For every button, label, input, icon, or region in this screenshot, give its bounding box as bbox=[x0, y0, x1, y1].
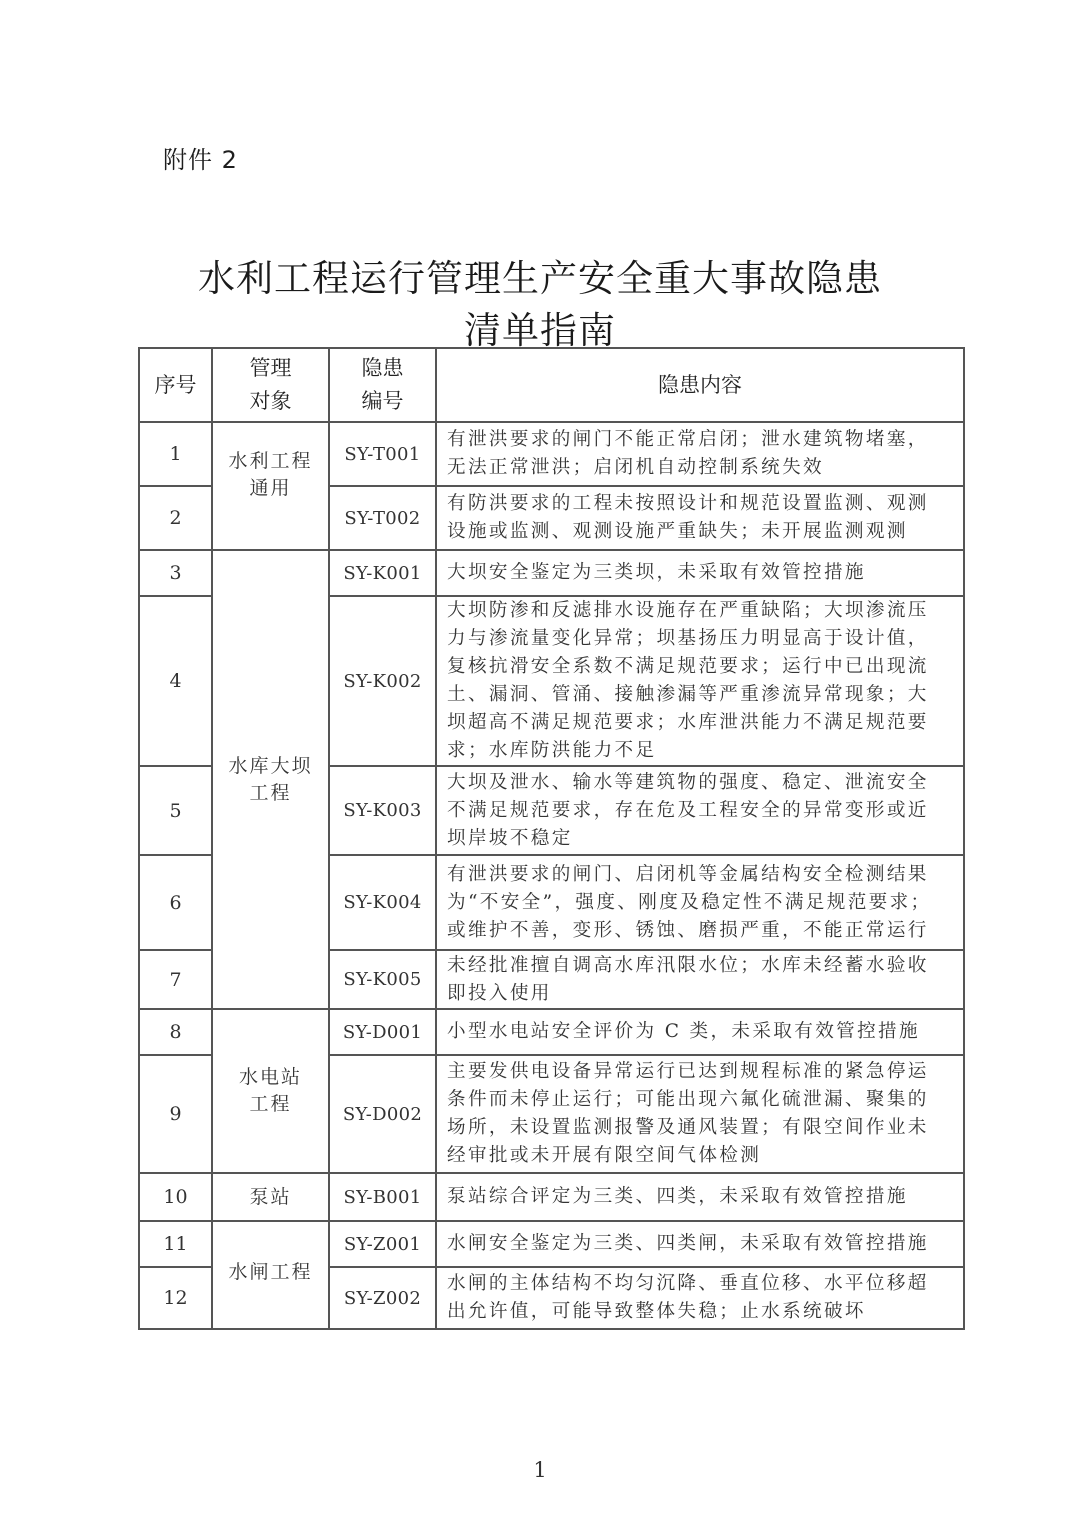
content-line: 水闸的主体结构不均匀沉降、垂直位移、水平位移超 bbox=[447, 1273, 929, 1294]
content-line: 条件而未停止运行；可能出现六氟化硫泄漏、聚集的 bbox=[447, 1089, 929, 1110]
row-seq: 1 bbox=[139, 422, 212, 486]
document-title-line1: 水利工程运行管理生产安全重大事故隐患 bbox=[198, 257, 882, 300]
header-object-line1: 管理 bbox=[249, 356, 292, 380]
row-seq: 11 bbox=[139, 1221, 212, 1267]
header-code-line1: 隐患 bbox=[361, 356, 404, 380]
content-line: 主要发供电设备异常运行已达到规程标准的紧急停运 bbox=[447, 1061, 929, 1082]
header-seq bbox=[139, 348, 212, 422]
row-code: SY-T001 bbox=[329, 422, 436, 486]
row-content bbox=[436, 550, 964, 596]
header-code bbox=[329, 348, 436, 422]
row-category bbox=[212, 1173, 329, 1221]
category-line1: 水电站 bbox=[238, 1066, 302, 1088]
row-category bbox=[212, 1221, 329, 1329]
content-line: 或维护不善，变形、锈蚀、磨损严重，不能正常运行 bbox=[447, 919, 929, 941]
hazard-list-table bbox=[138, 347, 965, 1330]
category-line2: 工程 bbox=[249, 1093, 292, 1115]
category-line1: 水利工程 bbox=[228, 450, 313, 472]
table-row bbox=[139, 422, 964, 486]
content-line: 复核抗滑安全系数不满足规范要求；运行中已出现流 bbox=[447, 656, 929, 677]
row-category bbox=[212, 422, 329, 550]
content-line: 力与渗流量变化异常；坝基扬压力明显高于设计值， bbox=[447, 628, 929, 649]
content-line: 设施或监测、观测设施严重缺失；未开展监测观测 bbox=[447, 521, 908, 542]
content-line: 即投入使用 bbox=[447, 982, 552, 1004]
table-header-row bbox=[139, 348, 964, 422]
content-line: 出允许值，可能导致整体失稳；止水系统破坏 bbox=[447, 1301, 866, 1322]
row-content bbox=[436, 1173, 964, 1221]
row-seq: 4 bbox=[139, 596, 212, 766]
row-code: SY-K001 bbox=[329, 550, 436, 596]
row-code: SY-K003 bbox=[329, 766, 436, 855]
category-line2: 通用 bbox=[249, 477, 292, 499]
content-line: 坝超高不满足规范要求；水库泄洪能力不满足规范要 bbox=[447, 712, 929, 733]
content-line: 大坝安全鉴定为三类坝，未采取有效管控措施 bbox=[447, 562, 866, 583]
content-line: 大坝及泄水、输水等建筑物的强度、稳定、泄流安全 bbox=[447, 771, 929, 793]
row-seq: 7 bbox=[139, 950, 212, 1009]
category-line1: 水库大坝 bbox=[228, 754, 313, 777]
table-row bbox=[139, 1173, 964, 1221]
row-content bbox=[436, 1267, 964, 1329]
content-line: 为“不安全”，强度、刚度及稳定性不满足规范要求； bbox=[447, 891, 932, 913]
content-line: 不满足规范要求，存在危及工程安全的异常变形或近 bbox=[447, 799, 929, 821]
category-line2: 工程 bbox=[249, 781, 292, 804]
row-seq: 3 bbox=[139, 550, 212, 596]
content-line: 有泄洪要求的闸门不能正常启闭；泄水建筑物堵塞， bbox=[447, 429, 929, 450]
row-content bbox=[436, 766, 964, 855]
row-category bbox=[212, 1009, 329, 1173]
table-row bbox=[139, 1221, 964, 1267]
row-code: SY-K004 bbox=[329, 855, 436, 950]
header-seq-label: 序号 bbox=[154, 372, 197, 397]
attachment-label: 附件 2 bbox=[163, 146, 238, 174]
row-content bbox=[436, 950, 964, 1009]
row-code: SY-D001 bbox=[329, 1009, 436, 1055]
content-line: 坝岸坡不稳定 bbox=[447, 827, 573, 849]
row-code: SY-T002 bbox=[329, 486, 436, 550]
content-line: 泵站综合评定为三类、四类，未采取有效管控措施 bbox=[447, 1186, 908, 1207]
row-content bbox=[436, 422, 964, 486]
row-content bbox=[436, 855, 964, 950]
content-line: 有泄洪要求的闸门、启闭机等金属结构安全检测结果 bbox=[447, 863, 929, 885]
document-title-line2: 清单指南 bbox=[464, 309, 616, 352]
row-content bbox=[436, 486, 964, 550]
content-line: 小型水电站安全评价为 C 类，未采取有效管控措施 bbox=[447, 1021, 920, 1042]
row-code: SY-Z002 bbox=[329, 1267, 436, 1329]
row-seq: 5 bbox=[139, 766, 212, 855]
content-line: 土、漏洞、管涌、接触渗漏等严重渗流异常现象；大 bbox=[447, 684, 929, 705]
header-code-line2: 编号 bbox=[361, 389, 404, 413]
header-object-line2: 对象 bbox=[249, 389, 292, 413]
table-row bbox=[139, 1009, 964, 1055]
row-category bbox=[212, 550, 329, 1009]
header-content bbox=[436, 348, 964, 422]
row-seq: 10 bbox=[139, 1173, 212, 1221]
row-code: SY-K005 bbox=[329, 950, 436, 1009]
row-content bbox=[436, 1009, 964, 1055]
content-line: 场所，未设置监测报警及通风装置；有限空间作业未 bbox=[447, 1117, 929, 1138]
row-content bbox=[436, 1221, 964, 1267]
content-line: 无法正常泄洪；启闭机自动控制系统失效 bbox=[447, 457, 824, 478]
category-line1: 泵站 bbox=[249, 1185, 292, 1208]
row-code: SY-B001 bbox=[329, 1173, 436, 1221]
header-object bbox=[212, 348, 329, 422]
row-seq: 9 bbox=[139, 1055, 212, 1173]
page-number: 1 bbox=[533, 1458, 547, 1482]
content-line: 水闸安全鉴定为三类、四类闸，未采取有效管控措施 bbox=[447, 1233, 929, 1254]
category-line1: 水闸工程 bbox=[228, 1260, 313, 1283]
row-seq: 12 bbox=[139, 1267, 212, 1329]
row-seq: 6 bbox=[139, 855, 212, 950]
row-content bbox=[436, 596, 964, 766]
row-code: SY-K002 bbox=[329, 596, 436, 766]
header-content-label: 隐患内容 bbox=[658, 372, 742, 397]
row-code: SY-D002 bbox=[329, 1055, 436, 1173]
row-content bbox=[436, 1055, 964, 1173]
table-row bbox=[139, 550, 964, 596]
content-line: 有防洪要求的工程未按照设计和规范设置监测、观测 bbox=[447, 493, 929, 514]
content-line: 未经批准擅自调高水库汛限水位；水库未经蓄水验收 bbox=[447, 954, 929, 976]
content-line: 大坝防渗和反滤排水设施存在严重缺陷；大坝渗流压 bbox=[447, 600, 929, 621]
content-line: 经审批或未开展有限空间气体检测 bbox=[447, 1145, 762, 1166]
row-seq: 2 bbox=[139, 486, 212, 550]
row-seq: 8 bbox=[139, 1009, 212, 1055]
row-code: SY-Z001 bbox=[329, 1221, 436, 1267]
content-line: 求；水库防洪能力不足 bbox=[447, 740, 657, 761]
